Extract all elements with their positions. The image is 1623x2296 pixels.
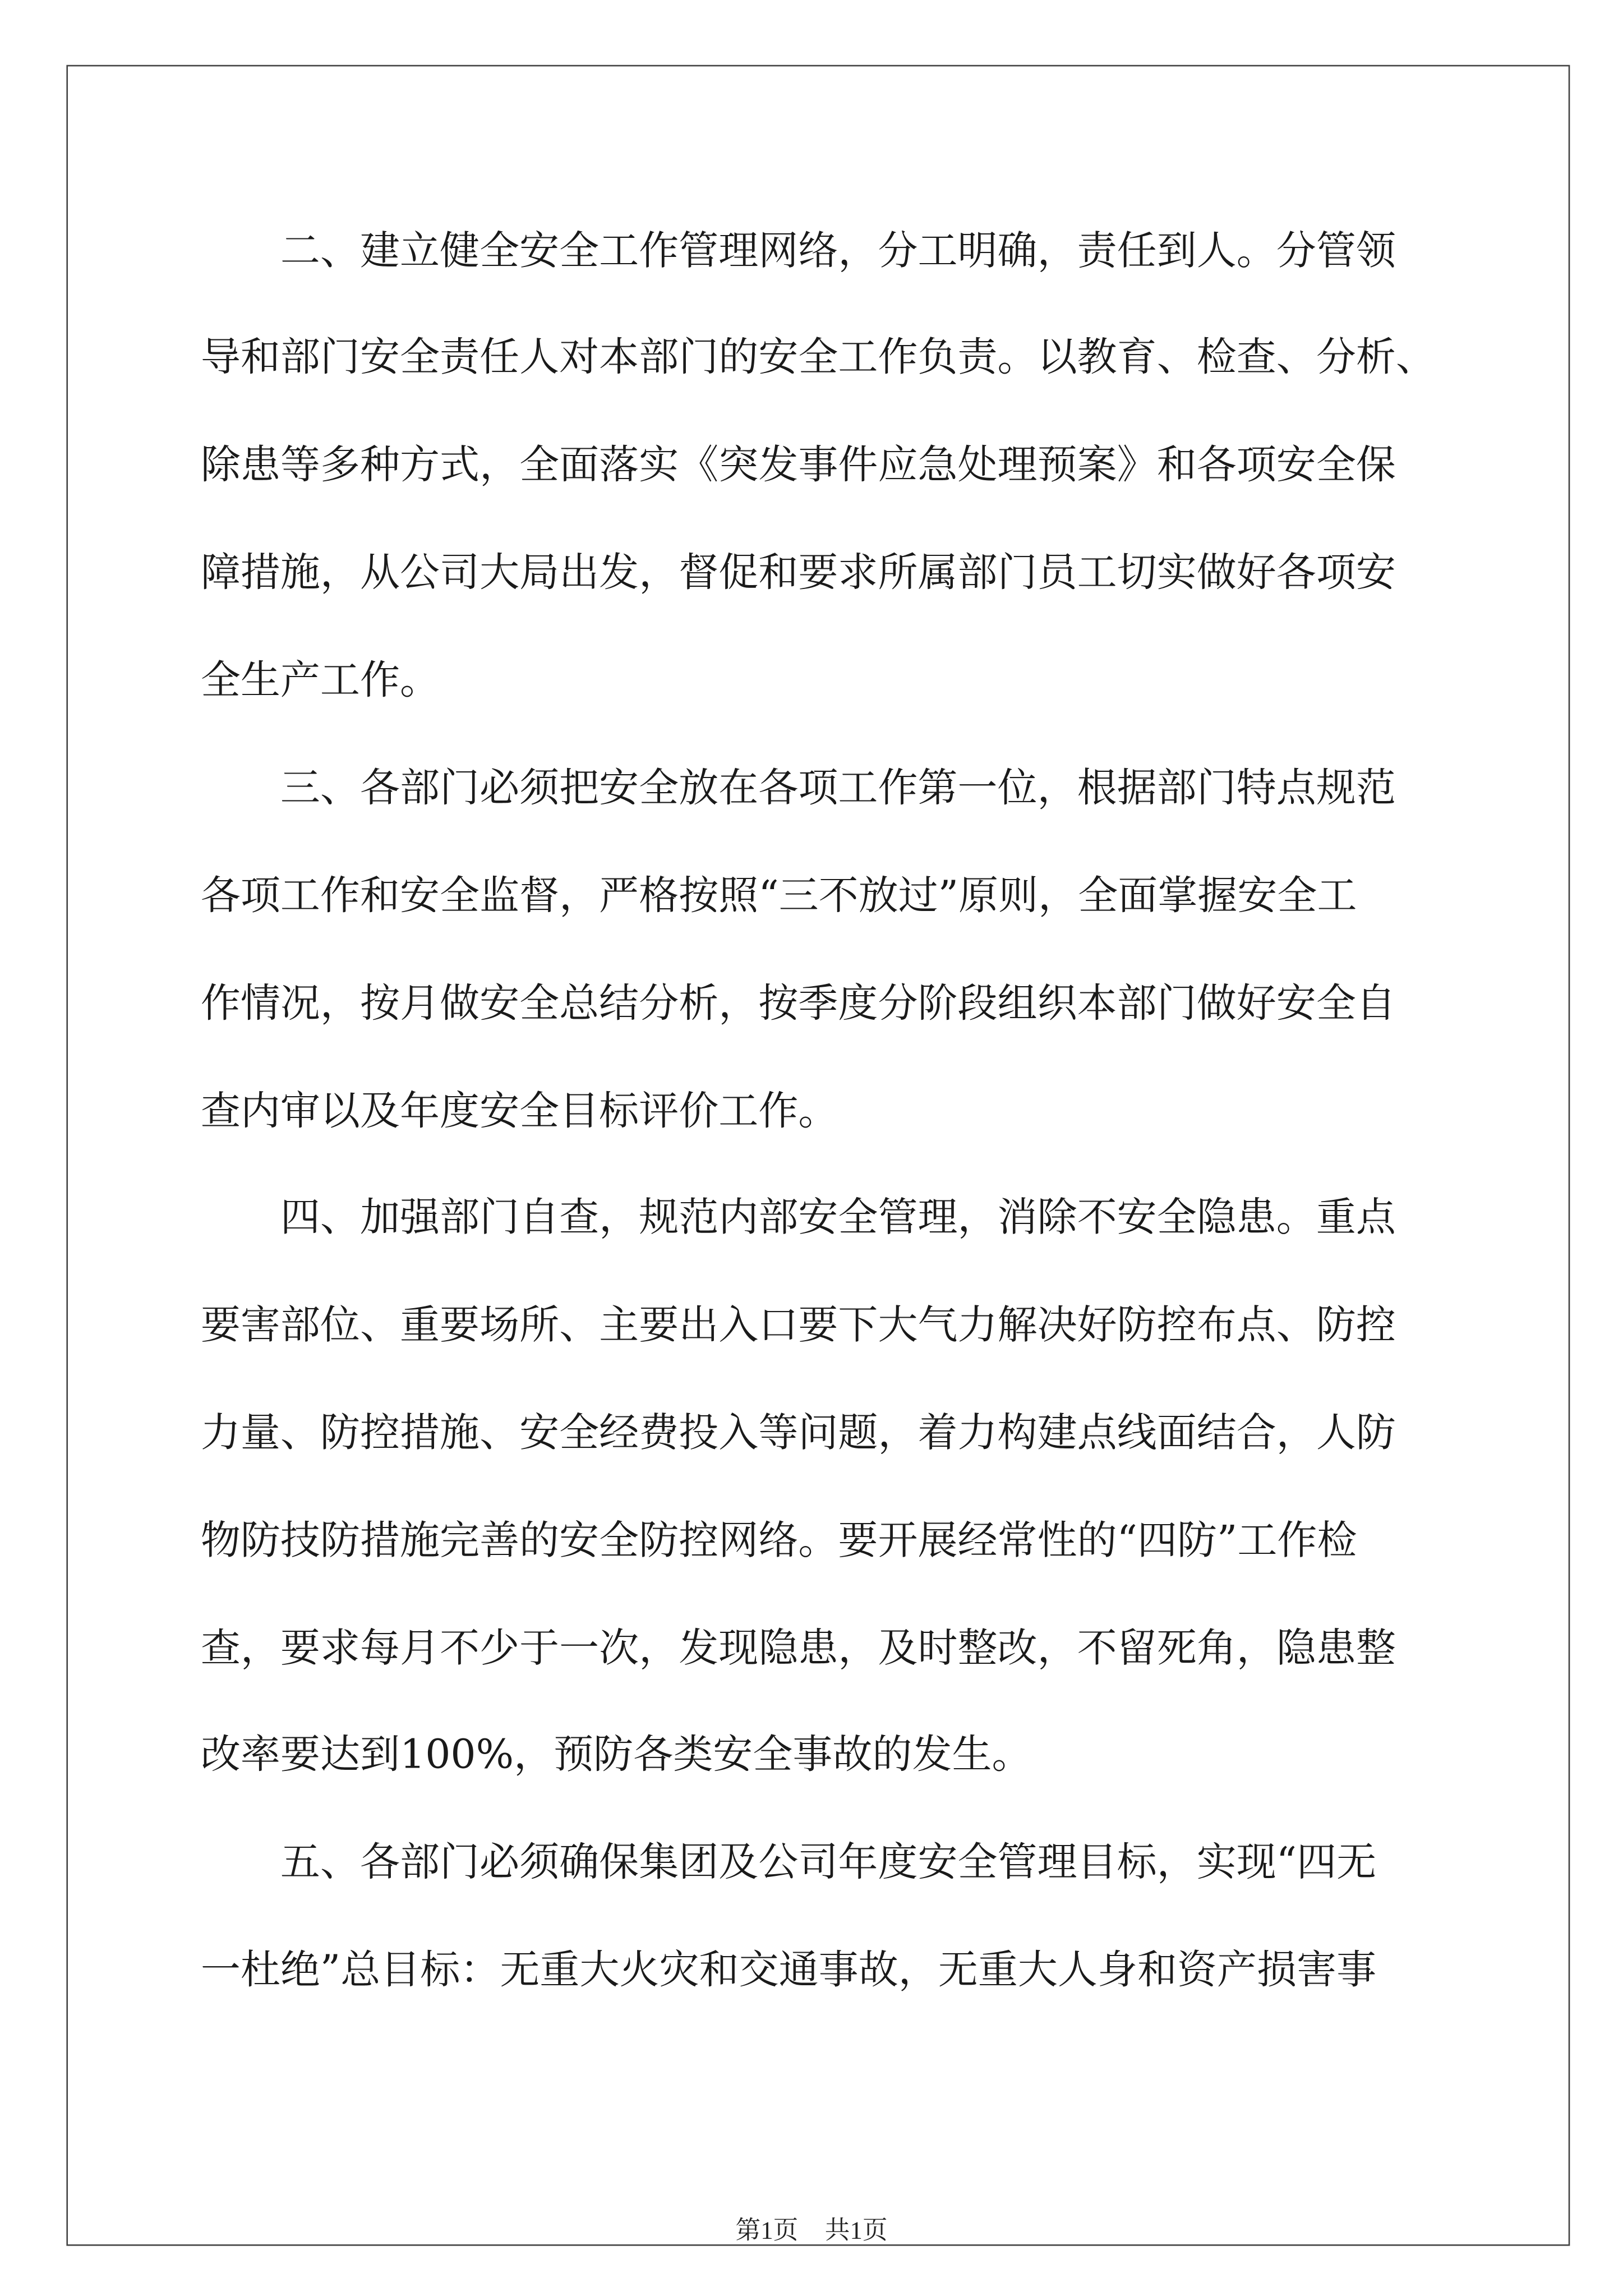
- text-line: 各项工作和安全监督，严格按照“三不放过”原则，全面掌握安全工: [200, 873, 1357, 919]
- text-line: 物防技防措施完善的安全防控网络。要开展经常性的“四防”工作检: [200, 1518, 1357, 1565]
- text-line: 全生产工作。: [200, 658, 440, 704]
- text-line: 要害部位、重要场所、主要出入口要下大气力解决好防控布点、防控: [200, 1303, 1396, 1349]
- page-number: 第1页: [735, 2216, 799, 2244]
- text-line: 二、建立健全安全工作管理网络，分工明确，责任到人。分管领: [200, 228, 1396, 275]
- text-line: 除患等多种方式，全面落实《突发事件应急处理预案》和各项安全保: [200, 443, 1396, 489]
- page-footer: [0, 2214, 1623, 2249]
- text-line: 力量、防控措施、安全经费投入等问题，着力构建点线面结合，人防: [200, 1410, 1396, 1457]
- text-line: 改率要达到100%，预防各类安全事故的发生。: [200, 1732, 1032, 1778]
- text-line: 查，要求每月不少于一次，发现隐患，及时整改，不留死角，隐患整: [200, 1626, 1396, 1672]
- text-line: 作情况，按月做安全总结分析，按季度分阶段组织本部门做好安全自: [200, 981, 1396, 1027]
- text-line: 一杜绝”总目标：无重大火灾和交通事故，无重大人身和资产损害事: [200, 1948, 1377, 1994]
- text-line: 障措施，从公司大局出发，督促和要求所属部门员工切实做好各项安: [200, 550, 1396, 596]
- text-line: 四、加强部门自查，规范内部安全管理，消除不安全隐患。重点: [200, 1195, 1396, 1241]
- text-line: 导和部门安全责任人对本部门的安全工作负责。以教育、检查、分析、: [200, 335, 1436, 381]
- text-line: 查内审以及年度安全目标评价工作。: [200, 1089, 838, 1135]
- text-line: 五、各部门必须确保集团及公司年度安全管理目标，实现“四无: [200, 1840, 1377, 1886]
- text-line: 三、各部门必须把安全放在各项工作第一位，根据部门特点规范: [200, 766, 1396, 812]
- page-count: 共1页: [824, 2216, 888, 2244]
